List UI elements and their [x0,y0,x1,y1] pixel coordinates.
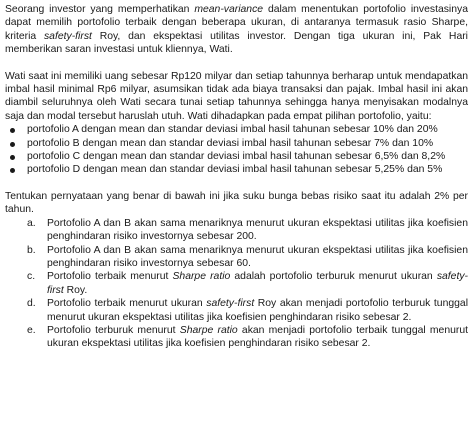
choice-a [5,217,468,244]
choice-text: Portofolio terburuk menurut [47,324,180,336]
choice-italic: safety-first [47,271,468,296]
intro-text-1: Seorang investor yang memperhatikan [5,4,195,15]
list-item: portofolio C dengan mean dan standar deviasi imbal hasil tahunan sebesar 6,5% dan 8,2% [5,150,468,163]
choice-text: Roy. [63,284,88,296]
choice-marker: a. [27,217,36,229]
question-paragraph: Tentukan pernyataan yang benar di bawah ini jika suku bunga bebas risiko saat itu adalah 2% per tahun. [5,190,468,216]
list-item: portofolio D dengan mean dan standar deviasi imbal hasil tahunan sebesar 5,25% dan 5% [5,163,468,176]
choice-italic: Sharpe ratio [179,324,238,336]
choice-c [5,270,468,297]
intro-italic-1: mean-variance [194,4,264,15]
choice-marker: d. [27,298,36,310]
intro-text-3: Roy, dan ekspektasi utilitas investor. Dengan tiga ukuran ini, Pak Hari memberikan saran investasi untuk kliennya, Wati. [5,30,468,56]
intro-text-2: dalam menentukan portofolio investasinya dapat memilih portofolio terbaik dengan beberapa ukuran, di antaranya termasuk rasio Sharpe, kriteria [5,4,468,42]
spacer [5,177,468,190]
intro-paragraph [5,3,468,57]
choice-text: Portofolio A dan B akan sama menariknya menurut ukuran ekspektasi utilitas jika koefisien penghindaran risiko investornya sebesar 200. [47,217,468,243]
choice-b [5,244,468,271]
choice-marker: c. [27,271,36,283]
choice-text: akan menjadi portofolio terbaik tunggal menurut ukuran ekspektasi utilitas jika koefisien penghindaran risiko sebesar 2. [47,324,469,350]
choice-d [5,297,468,324]
choice-text: Roy akan menjadi portofolio terburuk tunggal menurut ukuran ekspektasi utilitas jika koefisien penghindaran risiko sebesar 2. [47,298,468,323]
intro-italic-2: safety-first [43,30,92,42]
choice-marker: b. [27,244,36,256]
spacer [5,57,468,70]
case-paragraph: Wati saat ini memiliki uang sebesar Rp120 milyar dan setiap tahunnya berharap untuk mendapatkan imbal hasil minimal Rp6 milyar, asumsikan tidak ada biaya transaksi dan pajak. Imbal hasil ini akan diambil seluruhnya oleh Wati secara tunai setiap tahunnya sehingga hanya menyisakan modalnya saja dan modal tersebut haruslah utuh. Wati dihadapkan pada empat pilihan portofolio, yaitu: [5,70,468,122]
list-item: portofolio A dengan mean dan standar deviasi imbal hasil tahunan sebesar 10% dan 20% [5,123,468,136]
answer-choices [5,217,468,351]
choice-text: Portofolio terbaik menurut [47,271,173,283]
choice-text: Portofolio terbaik menurut ukuran [47,298,207,310]
portfolio-list [5,123,468,177]
choice-marker: e. [27,324,36,336]
choice-italic: Sharpe ratio [172,271,231,283]
list-item: portofolio B dengan mean dan standar deviasi imbal hasil tahunan sebesar 7% dan 10% [5,137,468,150]
choice-italic: safety-first [206,298,255,310]
choice-text: Portofolio A dan B akan sama menariknya menurut ukuran ekspektasi utilitas jika koefisien penghindaran risiko investornya sebesar 60. [47,244,468,269]
choice-text: adalah portofolio terburuk menurut ukuran [230,271,437,283]
choice-e [5,324,468,351]
